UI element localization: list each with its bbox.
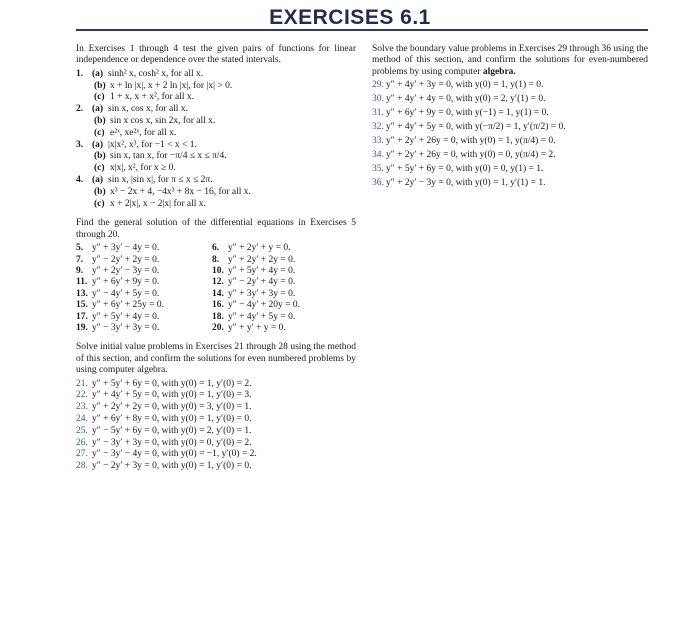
exercise-number: 35. bbox=[372, 163, 384, 174]
exercise-text: y″ − 2y′ + 4y = 0. bbox=[228, 277, 296, 288]
exercise-7 bbox=[76, 255, 204, 266]
title-rule bbox=[76, 29, 648, 31]
part-label: (c) bbox=[94, 198, 105, 209]
exercise-13 bbox=[76, 289, 204, 300]
exercise-text: y″ − 4y′ + 20y = 0. bbox=[228, 300, 300, 311]
exercise-2c bbox=[76, 128, 356, 139]
exercise-number: 12. bbox=[212, 277, 224, 288]
exercise-1b bbox=[76, 81, 356, 92]
exercise-text: y″ + 5y′ + 4y = 0. bbox=[92, 311, 160, 322]
exercise-number: 23. bbox=[76, 402, 88, 413]
exercise-text: y″ + 3y′ − 4y = 0. bbox=[92, 243, 160, 254]
exercise-28 bbox=[76, 461, 356, 472]
exercise-number: 24. bbox=[76, 414, 88, 425]
exercise-number: 7. bbox=[76, 254, 84, 265]
exercise-text: y″ + 2y′ + 2y = 0. bbox=[228, 254, 296, 265]
part-label: (a) bbox=[92, 104, 104, 115]
exercise-text: y″ + y′ + y = 0. bbox=[228, 323, 286, 334]
exercise-3b bbox=[76, 151, 356, 162]
exercise-text: x + ln |x|, x + 2 ln |x|, for |x| > 0. bbox=[110, 80, 233, 91]
exercise-number: 25. bbox=[76, 425, 88, 436]
part-label: (b) bbox=[94, 116, 106, 126]
exercise-number: 22. bbox=[76, 390, 88, 401]
exercise-text: y″ + 3y′ + 3y = 0. bbox=[228, 288, 296, 299]
intro-boundary-value bbox=[372, 44, 648, 78]
exercise-number: 10. bbox=[212, 266, 224, 276]
exercise-text: y″ + 2y′ − 3y = 0, with y(0) = 1, y′(1) = 1. bbox=[386, 177, 546, 188]
exercise-number: 31. bbox=[372, 108, 384, 119]
exercise-text: y″ − 3y′ − 4y = 0, with y(0) = −1, y′(0) = 2. bbox=[92, 449, 257, 460]
exercise-35 bbox=[372, 164, 648, 175]
part-label: (b) bbox=[94, 186, 106, 197]
exercise-number: 8. bbox=[212, 254, 220, 265]
part-label: (a) bbox=[92, 174, 104, 185]
exercise-text: y″ − 3y′ + 3y = 0. bbox=[92, 323, 160, 334]
exercise-22 bbox=[76, 390, 356, 401]
exercise-text: sin x, cos x, for all x. bbox=[108, 104, 188, 115]
exercise-text: y″ + 6y′ + 9y = 0, with y(−1) = 1, y(1) = 0. bbox=[386, 108, 549, 119]
exercise-1c bbox=[76, 92, 356, 103]
exercise-34 bbox=[372, 150, 648, 161]
exercise-text: e²ˣ, xe²ˣ, for all x. bbox=[110, 127, 177, 138]
exercise-31 bbox=[372, 108, 648, 119]
exercise-text: sin x cos x, sin 2x, for all x. bbox=[110, 116, 216, 126]
exercise-text: y″ + 5y′ + 6y = 0, with y(0) = 0, y(1) = 1. bbox=[386, 163, 544, 174]
exercise-number: 19. bbox=[76, 323, 88, 334]
exercise-text: y″ + 4y′ + 4y = 0, with y(0) = 2, y′(1) = 0. bbox=[386, 94, 546, 105]
exercise-29 bbox=[372, 80, 648, 91]
exercise-14 bbox=[212, 289, 352, 300]
exercise-text: y″ − 4y′ + 5y = 0. bbox=[92, 288, 160, 299]
exercise-number: 33. bbox=[372, 135, 384, 146]
intro-initial-value: Solve initial value problems in Exercises 21 through 28 using the method of this section, and confirm the solutions for even numbered problems by using computer algebra. bbox=[76, 342, 356, 376]
exercise-20 bbox=[212, 323, 352, 334]
exercise-16 bbox=[212, 300, 352, 311]
exercise-text: y″ + 2y′ + 26y = 0, with y(0) = 0, y(π/4) = 2. bbox=[386, 149, 556, 160]
exercise-number: 3. bbox=[76, 139, 84, 150]
exercise-number: 1. bbox=[76, 68, 84, 79]
exercise-1a bbox=[76, 69, 356, 80]
exercise-12 bbox=[212, 277, 352, 288]
exercise-text: sin x, |sin x|, for π ≤ x ≤ 2π. bbox=[108, 174, 213, 185]
intro-independence: In Exercises 1 through 4 test the given pairs of functions for linear independence or dependence over the stated intervals. bbox=[76, 44, 356, 66]
exercise-text: y″ − 2y′ + 3y = 0, with y(0) = 1, y′(0) = 0. bbox=[92, 461, 252, 472]
exercise-27 bbox=[76, 449, 356, 460]
intro-general-solution: Find the general solution of the differential equations in Exercises 5 through 20. bbox=[76, 218, 356, 240]
exercise-number: 36. bbox=[372, 177, 384, 188]
exercise-text: y″ + 4y′ + 5y = 0, with y(0) = 1, y′(0) = 3. bbox=[92, 390, 252, 401]
exercise-26 bbox=[76, 438, 356, 449]
exercise-number: 5. bbox=[76, 243, 84, 254]
exercise-4c bbox=[76, 199, 356, 210]
exercise-text: y″ + 6y′ + 25y = 0. bbox=[92, 300, 164, 311]
intro-boundary-text: Solve the boundary value problems in Exercises 29 through 36 using the method of this section, and confirm the solutions for even-numbered problems by using computer bbox=[372, 44, 648, 77]
exercise-36 bbox=[372, 178, 648, 189]
exercise-number: 34. bbox=[372, 149, 384, 160]
exercise-text: |x|x², x³, for −1 < x < 1. bbox=[108, 139, 197, 150]
exercise-text: x + 2|x|, x − 2|x| for all x. bbox=[110, 198, 206, 209]
exercise-text: sin x, tan x, for −π/4 ≤ x ≤ π/4. bbox=[110, 151, 227, 162]
exercise-number: 15. bbox=[76, 300, 88, 311]
left-column bbox=[76, 44, 356, 473]
exercise-text: sinh² x, cosh² x, for all x. bbox=[108, 68, 204, 79]
exercise-2a bbox=[76, 104, 356, 115]
exercise-text: y″ + 2y′ − 3y = 0. bbox=[92, 266, 160, 276]
exercise-number: 27. bbox=[76, 449, 88, 460]
exercise-number: 18. bbox=[212, 311, 224, 322]
exercise-text: x|x|, x², for x ≥ 0. bbox=[110, 163, 176, 174]
exercise-9 bbox=[76, 266, 204, 277]
exercise-text: 1 + x, x + x², for all x. bbox=[110, 92, 195, 103]
page-title: EXERCISES 6.1 bbox=[269, 6, 431, 29]
exercise-number: 30. bbox=[372, 94, 384, 105]
exercise-text: y″ + 5y′ + 6y = 0, with y(0) = 1, y′(0) = 2. bbox=[92, 378, 252, 389]
exercise-15 bbox=[76, 300, 204, 311]
exercise-text: y″ − 5y′ + 6y = 0, with y(0) = 2, y′(0) = 1. bbox=[92, 425, 252, 436]
exercise-number: 4. bbox=[76, 174, 84, 185]
exercise-17 bbox=[76, 312, 204, 323]
exercise-text: y″ + 2y′ + y = 0. bbox=[228, 243, 291, 254]
exercise-30 bbox=[372, 94, 648, 105]
exercise-text: y″ + 2y′ + 2y = 0, with y(0) = 3, y′(0) = 1. bbox=[92, 402, 252, 413]
exercise-number: 21. bbox=[76, 378, 88, 389]
part-label: (c) bbox=[94, 127, 105, 138]
exercise-4b bbox=[76, 187, 356, 198]
initial-value-list bbox=[76, 379, 356, 473]
exercise-number: 9. bbox=[76, 266, 84, 276]
exercise-4a bbox=[76, 175, 356, 186]
exercise-18 bbox=[212, 312, 352, 323]
intro-boundary-bold: algebra. bbox=[482, 66, 516, 77]
exercise-8 bbox=[212, 255, 352, 266]
exercise-5 bbox=[76, 243, 204, 254]
exercise-32 bbox=[372, 122, 648, 133]
exercise-number: 2. bbox=[76, 104, 84, 115]
exercise-text: x³ − 2x + 4, −4x³ + 8x − 16, for all x. bbox=[110, 186, 251, 197]
exercise-number: 13. bbox=[76, 288, 88, 299]
part-label: (c) bbox=[94, 163, 105, 174]
general-solution-grid bbox=[76, 243, 356, 334]
exercise-text: y″ + 6y′ + 9y = 0. bbox=[92, 277, 160, 288]
exercise-number: 20. bbox=[212, 323, 224, 334]
exercise-3a bbox=[76, 140, 356, 151]
exercise-text: y″ − 2y′ + 2y = 0. bbox=[92, 254, 160, 265]
exercise-number: 29. bbox=[372, 80, 384, 91]
exercise-text: y″ + 4y′ + 5y = 0, with y(−π/2) = 1, y′(π/2) = 0. bbox=[386, 121, 566, 132]
exercise-number: 16. bbox=[212, 300, 224, 311]
exercise-text: y″ + 6y′ + 8y = 0, with y(0) = 1, y′(0) = 0. bbox=[92, 414, 252, 425]
independence-list bbox=[76, 69, 356, 210]
part-label: (b) bbox=[94, 80, 106, 91]
exercise-25 bbox=[76, 426, 356, 437]
exercise-6 bbox=[212, 243, 352, 254]
part-label: (b) bbox=[94, 151, 106, 162]
exercise-number: 6. bbox=[212, 243, 220, 254]
exercise-text: y″ + 5y′ + 4y = 0. bbox=[228, 266, 296, 276]
exercise-21 bbox=[76, 379, 356, 390]
part-label: (a) bbox=[92, 139, 104, 150]
exercise-text: y″ − 3y′ + 3y = 0, with y(0) = 0, y′(0) = 2. bbox=[92, 437, 252, 448]
exercise-number: 28. bbox=[76, 461, 88, 472]
exercise-33 bbox=[372, 136, 648, 147]
exercise-11 bbox=[76, 277, 204, 288]
boundary-value-list bbox=[372, 80, 648, 189]
exercise-number: 11. bbox=[76, 277, 88, 288]
part-label: (a) bbox=[92, 68, 104, 79]
right-column bbox=[372, 44, 648, 191]
exercise-text: y″ + 4y′ + 3y = 0, with y(0) = 1, y(1) = 0. bbox=[386, 80, 544, 91]
exercise-2b bbox=[76, 116, 356, 127]
exercise-19 bbox=[76, 323, 204, 334]
exercise-number: 17. bbox=[76, 311, 88, 322]
exercise-3c bbox=[76, 163, 356, 174]
exercise-10 bbox=[212, 266, 352, 277]
exercise-23 bbox=[76, 402, 356, 413]
part-label: (c) bbox=[94, 92, 105, 103]
exercise-text: y″ + 4y′ + 5y = 0. bbox=[228, 311, 296, 322]
exercise-number: 14. bbox=[212, 288, 224, 299]
exercise-number: 32. bbox=[372, 121, 384, 132]
exercise-24 bbox=[76, 414, 356, 425]
exercise-number: 26. bbox=[76, 437, 88, 448]
exercise-text: y″ + 2y′ + 26y = 0, with y(0) = 1, y(π/4) = 0. bbox=[386, 135, 556, 146]
